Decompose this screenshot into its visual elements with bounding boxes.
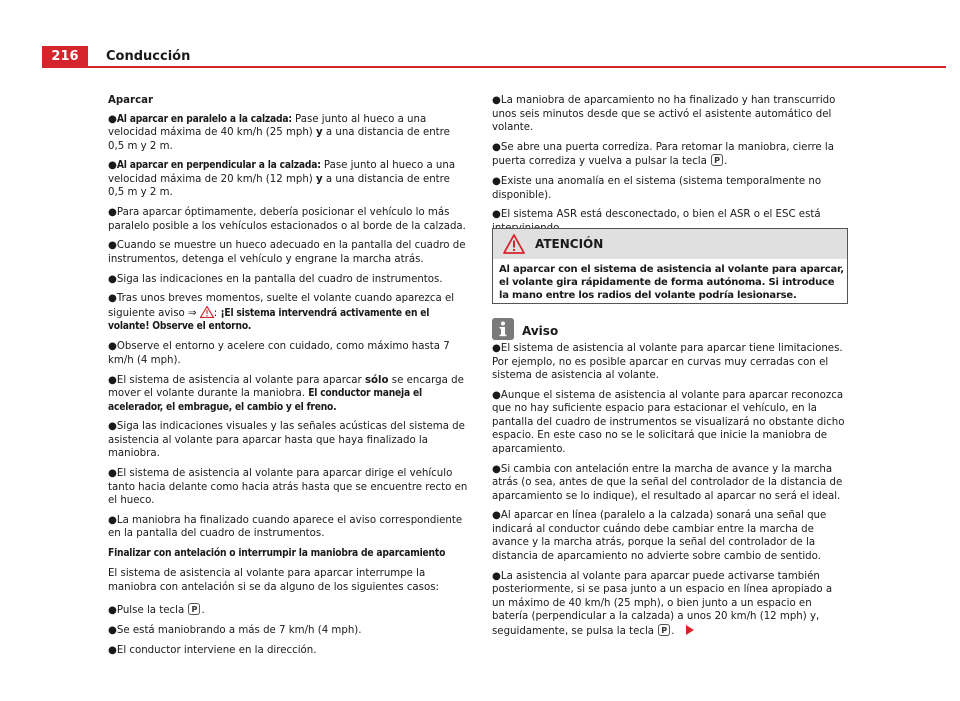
list-item: ●Pulse la tecla P. bbox=[108, 603, 468, 618]
park-assist-key-icon bbox=[711, 154, 723, 166]
list-item: ●Tras unos breves momentos, suelte el volante cuando aparezca el siguiente aviso ⇒ : ¡El sistema intervendrá activamente en el volante! Observe el entorno. bbox=[108, 293, 455, 333]
warning-title: ATENCIÓN bbox=[535, 237, 604, 251]
park-assist-key-icon bbox=[188, 603, 200, 615]
right-column bbox=[492, 94, 848, 242]
list-item: ●La maniobra ha finalizado cuando aparece el aviso correspondiente en la pantalla del cuadro de instrumentos. bbox=[108, 514, 463, 540]
bullet: ● bbox=[108, 468, 117, 480]
warning-title-bar bbox=[493, 229, 847, 259]
bullet: ● bbox=[108, 113, 117, 125]
bullet: ● bbox=[108, 374, 117, 386]
bullet: ● bbox=[108, 514, 117, 526]
list-item: ●Al aparcar en línea (paralelo a la calzada) sonará una señal que indicará al conductor cuándo debe cambiar entre la marcha de avance y la marcha atrás, porque la señal del controlador de la distancia de aparcamiento no advierte sobre cambio de sentido. bbox=[492, 510, 827, 562]
list-item: ●Observe el entorno y acelere con cuidado, como máximo hasta 7 km/h (4 mph). bbox=[108, 341, 450, 366]
bullet: ● bbox=[108, 421, 117, 433]
list-item: ●Existe una anomalía en el sistema (sistema temporalmente no disponible). bbox=[492, 176, 822, 201]
bullet: ● bbox=[108, 160, 117, 172]
note-title: Aviso bbox=[522, 324, 559, 338]
list-item: ●Cuando se muestre un hueco adecuado en la pantalla del cuadro de instrumentos, detenga el vehículo y engrane la marcha atrás. bbox=[108, 240, 466, 265]
bullet: ● bbox=[108, 293, 117, 305]
bullet: ● bbox=[492, 463, 501, 475]
list-item: ●La asistencia al volante para aparcar puede activarse también posteriormente, si se pasa junto a un espacio en línea apropiado a un máximo de 40 km/h (25 mph), o bien junto a un espacio en batería (perpendicular a la calzada) a unos 20 km/h (12 mph) y, seguidamente, se pulsa la tecla P. bbox=[492, 570, 848, 639]
park-assist-key-icon bbox=[658, 624, 670, 636]
bullet: ● bbox=[492, 343, 501, 354]
bullet: ● bbox=[108, 207, 117, 219]
warning-text: Al aparcar con el sistema de asistencia al volante para aparcar, el volante gira rápidamente de forma autónoma. Si introduce la mano entre los radios del volante podría lesionarse. bbox=[499, 264, 844, 301]
list-item: ●Para aparcar óptimamente, debería posicionar el vehículo lo más paralelo posible a los vehículos estacionados o al borde de la calzada. bbox=[108, 207, 466, 232]
continue-arrow-icon[interactable] bbox=[685, 625, 695, 635]
bullet: ● bbox=[492, 176, 501, 188]
sub-heading: Finalizar con antelación o interrumpir la maniobra de aparcamiento bbox=[108, 548, 446, 560]
left-column bbox=[108, 94, 468, 663]
list-item: ●Se está maniobrando a más de 7 km/h (4 mph). bbox=[108, 624, 362, 636]
bullet: ● bbox=[108, 605, 117, 617]
header-rule bbox=[88, 66, 946, 68]
page-number: 216 bbox=[42, 46, 88, 68]
bullet: ● bbox=[492, 209, 501, 221]
list-item: ●El sistema de asistencia al volante para aparcar sólo se encarga de mover el volante durante la maniobra. El conductor maneja el acelerador, el embrague, el cambio y el freno. bbox=[108, 374, 464, 413]
list-item: ●El sistema de asistencia al volante para aparcar dirige el vehículo tanto hacia delante como hacia atrás hasta que se encuentre recto en el hueco. bbox=[108, 468, 468, 507]
chapter-title: Conducción bbox=[106, 49, 191, 64]
bullet: ● bbox=[492, 570, 501, 582]
bullet: ● bbox=[108, 273, 117, 285]
list-item: ●Si cambia con antelación entre la marcha de avance y la marcha atrás (o sea, antes de que la señal del controlador de la distancia de aparcamiento se lo indique), el resultado al aparcar no será el ideal. bbox=[492, 463, 843, 502]
list-item: ●La maniobra de aparcamiento no ha finalizado y han transcurrido unos seis minutos desde que se activó el asistente automático del volante. bbox=[492, 95, 836, 133]
list-item: ●Siga las indicaciones visuales y las señales acústicas del sistema de asistencia al volante para aparcar hasta que haya finalizado la maniobra. bbox=[108, 421, 465, 460]
warning-box bbox=[492, 228, 848, 304]
list-item: ●Aunque el sistema de asistencia al volante para aparcar reconozca que no hay suficiente espacio para estacionar el vehículo, en la pantalla del cuadro de instrumentos se visualizará no obstante dicho espacio. En este caso no se le solicitará que inicie la maniobra de aparcamiento. bbox=[492, 389, 845, 455]
list-item: ●El sistema ASR está desconectado, o bien el ASR o el ESC está bbox=[492, 209, 821, 221]
bullet: ● bbox=[108, 644, 117, 656]
bullet: ● bbox=[492, 389, 501, 401]
paragraph: El sistema de asistencia al volante para aparcar interrumpe la maniobra con antelación si se da alguno de los siguientes casos: bbox=[108, 568, 439, 593]
list-item: ●Siga las indicaciones en la pantalla del cuadro de instrumentos. bbox=[108, 273, 443, 285]
bullet: ● bbox=[108, 240, 117, 252]
list-item: ●El conductor interviene en la dirección. bbox=[108, 644, 317, 656]
list-item: ●Se abre una puerta corrediza. Para retomar la maniobra, cierre la puerta corrediza y vuelva a pulsar la tecla P. bbox=[492, 141, 848, 169]
section-title: Aparcar bbox=[108, 95, 154, 106]
bullet: ● bbox=[108, 341, 117, 353]
page-header bbox=[0, 0, 960, 70]
warning-triangle-icon[interactable] bbox=[200, 306, 214, 318]
bullet: ● bbox=[492, 510, 501, 522]
list-item: ●El sistema de asistencia al volante para aparcar tiene limitaciones. Por ejemplo, no es posible aparcar en curvas muy cerradas con el sistema de asistencia al volante. bbox=[492, 343, 843, 381]
list-item: ●Al aparcar en paralelo a la calzada: Pase junto al hueco a una velocidad máxima de 40 km/h (25 mph) y a una distancia de entre 0,5 m y 2 m. bbox=[108, 113, 450, 152]
list-item: ●Al aparcar en perpendicular a la calzada: Pase junto al hueco a una velocidad máxima de 20 km/h (12 mph) y a una distancia de entre 0,5 m y 2 m. bbox=[108, 160, 456, 199]
bullet: ● bbox=[492, 141, 501, 153]
note-content bbox=[492, 342, 848, 644]
warning-triangle-icon bbox=[503, 234, 525, 254]
bullet: ● bbox=[492, 95, 501, 106]
bullet: ● bbox=[108, 624, 117, 636]
info-icon bbox=[492, 318, 514, 340]
